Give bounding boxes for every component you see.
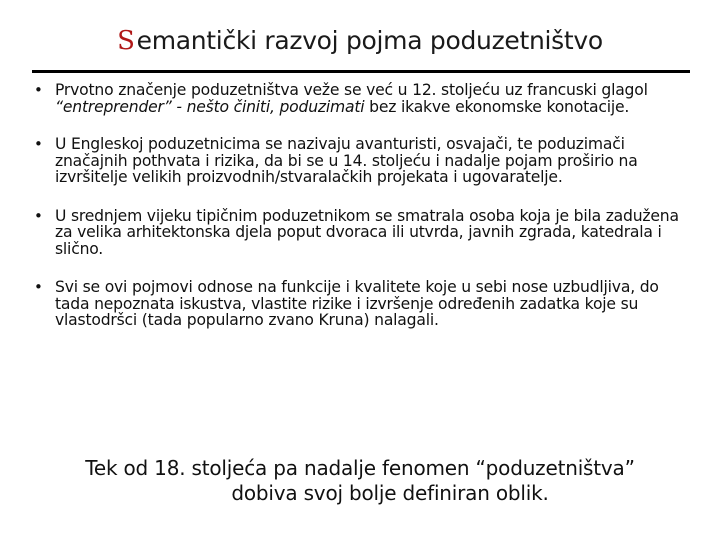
bullet-item [34, 82, 694, 115]
bullet-text-emphasis: “entreprender” - nešto činiti, poduzimati [55, 97, 365, 116]
bullet-text-start: Prvotno značenje poduzetništva veže se već u 12. stoljeću uz francuski glagol [55, 81, 648, 99]
bullet-marker: • [34, 81, 43, 99]
closing-line-2: dobiva svoj bolje definiran oblik. [231, 481, 549, 505]
closing-statement [0, 456, 720, 506]
bullet-text: Svi se ovi pojmovi odnose na funkcije i kvalitete koje u sebi nose uzbudljiva, do tada nepoznata iskustva, vlastite rizike i izvršenje određenih zadatka koje su vlastodršci (tada popularno zvano Kruna) nalagali. [55, 278, 659, 329]
bullet-text: U srednjem vijeku tipičnim poduzetnikom se smatrala osoba koja je bila zadužena za velika arhitektonska djela poput dvoraca ili utvrda, javnih zgrada, katedrala i slično. [55, 206, 679, 258]
bullet-marker: • [34, 135, 43, 153]
bullet-marker: • [34, 278, 43, 296]
bullet-item [34, 208, 694, 258]
bullet-item [34, 136, 694, 186]
bullet-text-end: bez ikakve ekonomske konotacije. [364, 97, 630, 116]
bullet-text: U Engleskoj poduzetnicima se nazivaju avanturisti, osvajači, te poduzimači značajnih pothvata i rizika, da bi se u 14. stoljeću i nadalje pojam proširio na izvršitelje velikih proizvodnih/stvaralačkih projekata i ugovaratelje. [55, 135, 638, 186]
title-initial: S [117, 26, 135, 56]
title-underline [32, 70, 690, 73]
title-text: emantički razvoj pojma poduzetništvo [136, 26, 603, 55]
bullet-marker: • [34, 206, 43, 225]
closing-line-1: Tek od 18. stoljeća pa nadalje fenomen “poduzetništva” [85, 456, 635, 480]
bullet-item [34, 279, 694, 329]
bullet-list [34, 82, 694, 353]
slide-title [0, 26, 720, 56]
